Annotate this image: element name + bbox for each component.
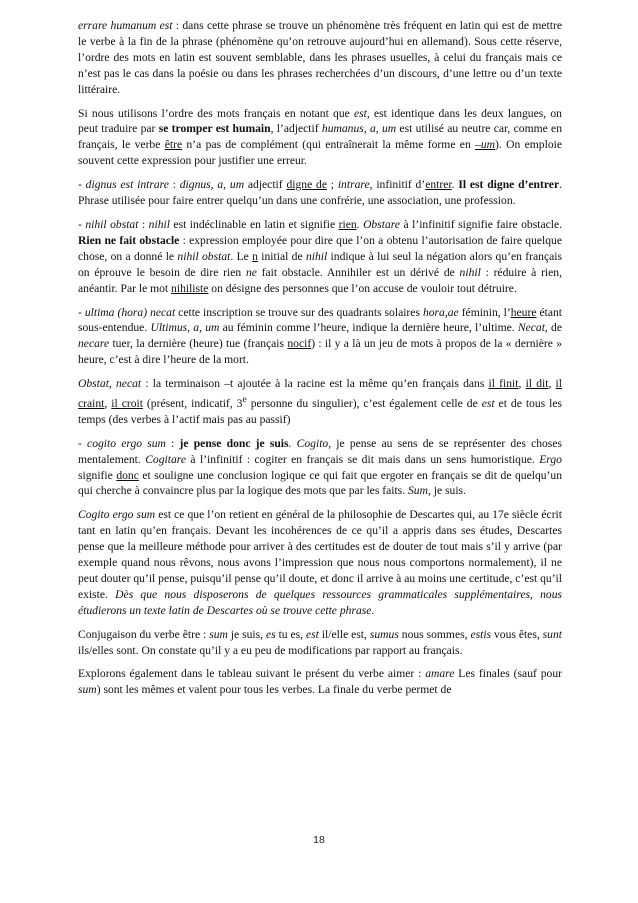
paragraph-text: : la terminaison –t ajoutée à la racine est la même qu’en français dans <box>141 377 489 391</box>
paragraph-text: je suis, <box>227 627 266 641</box>
paragraph-text: nous sommes, <box>398 627 471 641</box>
italic-note: Dès que nous disposerons de quelques ressources grammaticales supplémentaires, nous étudierons un texte latin de Descartes où se trouve cette phrase <box>78 587 562 617</box>
latin-word: Necat <box>517 321 545 335</box>
paragraph-text: , de <box>544 321 562 335</box>
latin-word: est <box>306 627 319 641</box>
paragraph-text: féminin, l’ <box>458 305 511 319</box>
paragraph-text: ) sont les mêmes et valent pour tous les verbes. La finale du verbe permet de <box>96 683 452 697</box>
paragraph-text: cette inscription se trouve sur des quadrants solaires <box>175 305 423 319</box>
paragraph-text: . <box>288 436 297 450</box>
underlined-word: nihiliste <box>171 281 209 295</box>
underlined-letter: n <box>252 249 258 263</box>
latin-phrase: errare humanum est <box>78 19 173 32</box>
paragraph-text: : expression employée pour dire que l’on a obtenu l’autorisation de faire quelque chose, on a donné le <box>78 233 562 263</box>
translation-bold: je pense donc je suis <box>179 436 289 450</box>
underlined-word: donc <box>116 468 139 482</box>
paragraph-text: , je suis. <box>427 484 466 498</box>
paragraph-text: et souligne une conclusion logique ce qui fait que ergoter en français se dit de quelqu’un qui cherche à convaincre plus par la logique des mots que par les faits. <box>78 468 562 498</box>
paragraph-text: . <box>356 217 364 231</box>
paragraph-text: à l’infinitif : cogiter en français se dit mais dans un sens humoristique. <box>186 452 540 466</box>
paragraph-text: Conjugaison du verbe être : <box>78 627 210 641</box>
translation-bold: Il est digne d’entrer <box>458 178 560 192</box>
paragraph-text: ) : il y a là un jeu de mots à propos de la « dernière » heure, c’est à dire l’heure de la mort. <box>78 337 562 367</box>
paragraph-text: . Phrase utilisée pour faire entrer quelqu’un dans une confrérie, une association, une profession. <box>78 178 562 208</box>
latin-word: Sum <box>408 484 428 498</box>
paragraph-cogito-ergo-sum <box>78 436 562 500</box>
paragraph-text: signifie <box>78 468 117 482</box>
paragraph-text: est utilisé au neutre car, comme en français, le verbe <box>78 122 562 152</box>
latin-word: humanus, a, um <box>321 122 397 136</box>
latin-word: Ergo <box>539 452 562 466</box>
paragraph-text: , <box>548 377 556 391</box>
paragraph-text: (présent, indicatif, 3 <box>142 396 243 410</box>
paragraph-text: on désigne des personnes que l’on accuse de vouloir tout détruire. <box>208 281 517 295</box>
latin-word: est <box>481 396 495 410</box>
latin-word: Cogitare <box>145 452 186 466</box>
paragraph-errare-humanum <box>78 18 562 98</box>
latin-phrase: - dignus est intrare <box>78 178 169 192</box>
paragraph-text: : <box>138 217 149 231</box>
latin-word: sumus <box>369 627 399 641</box>
paragraph-text: il/elle est, <box>318 627 370 641</box>
paragraph-text: étant sous-entendue. <box>78 305 563 335</box>
paragraph-text: tu es, <box>275 627 306 641</box>
underlined-word: il craint <box>78 377 562 410</box>
latin-word: necare <box>78 337 110 351</box>
latin-word: nihil <box>459 265 481 279</box>
paragraph-text: vous êtes, <box>491 627 543 641</box>
paragraph-text: , infinitif d’ <box>369 178 426 192</box>
latin-phrase: - cogito ergo sum <box>78 436 166 450</box>
paragraph-text: , est identique dans les deux langues, on peut traduire par <box>78 106 562 136</box>
latin-word: sum <box>209 627 228 641</box>
paragraph-text: , je pense au sens de se représenter des choses mentalement. <box>78 436 562 466</box>
latin-ending: –um <box>475 138 496 152</box>
paragraph-text: ils/elles sont. On constate qu’il y a eu peu de modifications par rapport au français. <box>78 643 463 657</box>
underlined-word: nocif <box>287 337 312 351</box>
paragraph-text: , l’adjectif <box>270 122 322 136</box>
latin-word: dignus, a, um <box>179 178 245 192</box>
paragraph-text: : <box>168 178 180 192</box>
paragraph-text: est indéclinable en latin et signifie <box>169 217 339 231</box>
paragraph-text: ; <box>326 178 338 192</box>
paragraph-text: n’a pas de complément (qui entraînerait la même forme en <box>182 138 476 152</box>
paragraph-text: : <box>165 436 180 450</box>
page-body <box>78 18 562 706</box>
paragraph-obstat-necat <box>78 376 562 428</box>
paragraph-text: personne du singulier), c’est également celle de <box>246 396 482 410</box>
paragraph-dignus-est-intrare <box>78 177 562 209</box>
paragraph-text: , <box>104 396 112 410</box>
underlined-word: rien <box>338 217 357 231</box>
latin-word: nihil <box>305 249 328 263</box>
latin-word: est <box>354 106 367 120</box>
paragraph-text: adjectif <box>244 178 287 192</box>
paragraph-verbe-aimer <box>78 666 562 698</box>
paragraph-text: indique à lui seul la négation alors qu’en français on éprouve le besoin de dire rien <box>78 249 562 279</box>
page-number: 18 <box>313 834 325 846</box>
paragraph-nihil-obstat <box>78 217 562 297</box>
paragraph-text: : réduire à rien, anéantir. Par le mot <box>78 265 562 295</box>
latin-word: amare <box>425 667 455 681</box>
latin-word: sum <box>78 683 97 697</box>
paragraph-text: et de tous les temps (des verbes à l’actif mais pas au passif) <box>78 396 562 426</box>
underlined-word: être <box>164 138 183 152</box>
paragraph-text: Explorons également dans le tableau suivant le présent du verbe aimer : <box>78 667 426 681</box>
paragraph-text: . <box>371 603 375 617</box>
paragraph-text: fait obstacle. Annihiler est un dérivé de <box>256 265 460 279</box>
latin-phrase: - ultima (hora) necat <box>78 305 176 319</box>
paragraph-text: au féminin comme l’heure, indique la dernière heure, l’ultime. <box>219 321 518 335</box>
paragraph-text: Les finales (sauf pour <box>454 667 562 681</box>
paragraph-ultima-necat <box>78 305 562 369</box>
latin-word: nihil obstat <box>177 249 231 263</box>
paragraph-text: . <box>451 178 459 192</box>
translation-bold: se tromper est humain <box>158 122 271 136</box>
underlined-word <box>475 138 495 151</box>
paragraph-word-order <box>78 106 562 170</box>
translation-bold: Rien ne fait obstacle <box>78 233 180 247</box>
paragraph-text: Si nous utilisons l’ordre des mots français en notant que <box>78 106 355 120</box>
emphasis-word: ne <box>245 265 257 279</box>
underlined-word: heure <box>510 305 537 319</box>
latin-word: sunt <box>542 627 562 641</box>
paragraph-text: tuer, la dernière (heure) tue (français <box>109 337 288 351</box>
latin-word: Ultimus, a, um <box>150 321 220 335</box>
paragraph-text: à l’infinitif signifie faire obstacle. <box>400 217 563 231</box>
paragraph-text: : dans cette phrase se trouve un phénomène très fréquent en latin qui est de mettre le verbe à la fin de la phrase (phénomène qu’on retrouve aujourd’hui en allemand). Sous cette réserve, l’ordre des mots en latin est souvent semblable, dans les phrases usuelles, à celui du français mais ce n’est pas le cas dans la poésie ou dans les phrases recherchées d’un discours, d’une lettre ou d’un texte littéraire. <box>78 19 562 96</box>
latin-phrase: - nihil obstat <box>78 217 139 231</box>
latin-phrase: Obstat, necat <box>78 377 142 391</box>
underlined-word: il dit <box>525 377 549 391</box>
underlined-word: il finit <box>488 377 519 391</box>
latin-word: estis <box>470 627 492 641</box>
latin-word: nihil <box>148 217 170 231</box>
paragraph-text: . Le <box>230 249 253 263</box>
underlined-word: entrer <box>425 178 452 192</box>
latin-word: hora,ae <box>422 305 459 319</box>
latin-word: Cogito <box>296 436 329 450</box>
latin-word: es <box>265 627 276 641</box>
paragraph-text: ). On emploie souvent cette expression pour justifier une erreur. <box>78 138 562 168</box>
paragraph-text: initial de <box>257 249 306 263</box>
latin-word: intrare <box>337 178 370 192</box>
underlined-word: digne de <box>286 178 327 192</box>
underlined-word: il croit <box>111 396 143 410</box>
paragraph-conjugaison-etre <box>78 627 562 659</box>
latin-word: Obstare <box>363 217 400 231</box>
superscript: e <box>242 394 247 406</box>
paragraph-text: , <box>518 377 526 391</box>
paragraph-text: est ce que l’on retient en général de la philosophie de Descartes qui, au 17e siècle écrit tant en latin qu’en français. Devant les incohérences de ce qu’il a appris dans ses études, Descartes pense que la meilleure méthode pour arriver à des certitudes est de douter de tout mais s’il y arrive (par exemple quand nous rêvons, nous avons l’impression que nous nous comportons normalement), il ne peut douter qu’il pense, puisqu’il pense qu’il doute, et donc il arrive à au moins une certitude, c’est qu’il existe. <box>78 508 563 601</box>
paragraph-descartes <box>78 507 562 618</box>
latin-phrase: Cogito ergo sum <box>78 508 156 522</box>
